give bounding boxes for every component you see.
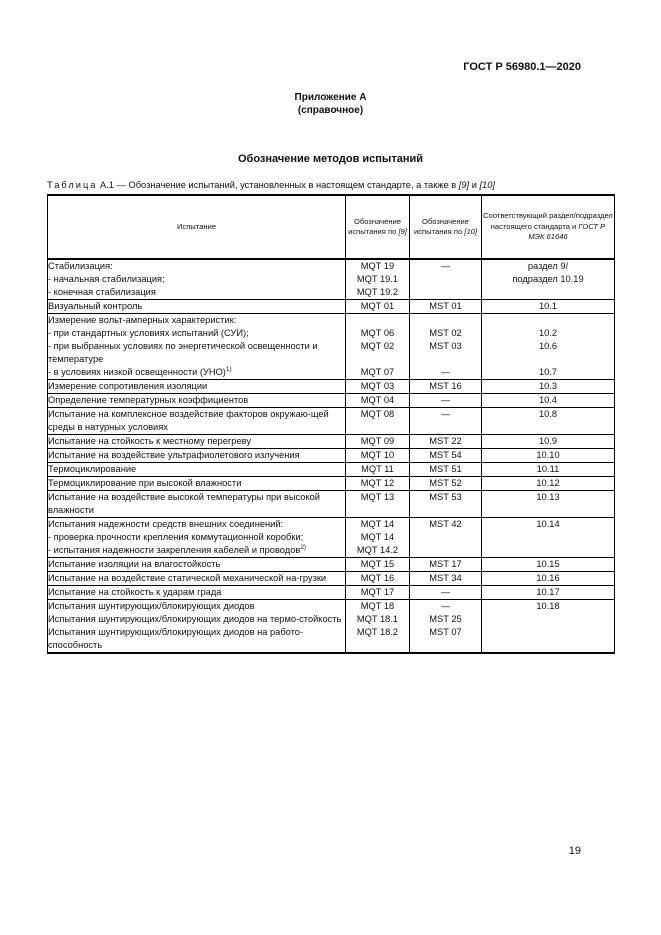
section-title: Обозначение методов испытаний xyxy=(237,153,423,165)
col-header-mqt-ref: [9] xyxy=(398,227,407,236)
section-cell xyxy=(482,380,615,394)
mqt-cell-line: MQT 14 xyxy=(360,519,395,529)
test-line xyxy=(48,366,345,379)
mst-cell-line: MST 53 xyxy=(429,492,462,502)
appendix-heading xyxy=(0,91,661,117)
test-line xyxy=(48,340,345,366)
mqt-cell xyxy=(346,394,410,408)
mst-cell-line: MST 52 xyxy=(429,478,462,488)
section-cell-line: 10.6 xyxy=(538,341,558,351)
mqt-cell xyxy=(346,314,410,380)
table-row xyxy=(48,586,615,600)
section-cell-line: 10.15 xyxy=(536,559,560,569)
mqt-cell xyxy=(346,435,410,449)
mqt-cell xyxy=(346,463,410,477)
test-name-cell xyxy=(48,300,346,314)
test-line-text: Испытания шунтирующих/блокирующих диодов на работо-способность xyxy=(48,627,304,650)
test-line xyxy=(48,491,345,517)
mqt-cell xyxy=(346,449,410,463)
mqt-cell-line: MQT 10 xyxy=(360,450,395,460)
section-cell-line xyxy=(482,314,614,327)
mqt-cell xyxy=(346,600,410,654)
test-line xyxy=(48,600,345,613)
col-header-mst xyxy=(410,195,482,259)
mst-cell-line: — xyxy=(440,601,451,611)
mqt-cell-line: MQT 08 xyxy=(360,409,395,419)
table-caption-ref2: [10] xyxy=(479,180,495,190)
section-cell xyxy=(482,600,615,654)
test-line-text: - проверка прочности крепления коммутационной коробки; xyxy=(48,532,304,542)
test-name-cell xyxy=(48,586,346,600)
mst-cell-line: — xyxy=(440,261,451,271)
mqt-cell-line: MQT 09 xyxy=(360,436,395,446)
section-cell xyxy=(482,435,615,449)
table-row xyxy=(48,408,615,435)
mst-cell xyxy=(410,314,482,380)
mqt-cell-line: MQT 14.2 xyxy=(356,545,399,555)
col-header-mqt-text: Обозначение испытания по xyxy=(348,216,401,236)
page-number: 19 xyxy=(568,845,581,857)
test-name-cell xyxy=(48,477,346,491)
test-line-text: Испытание на воздействие статической механической на-грузки xyxy=(48,573,327,583)
section-cell xyxy=(482,408,615,435)
section-cell xyxy=(482,314,615,380)
standard-designation: ГОСТ Р 56980.1—2020 xyxy=(463,61,581,73)
mqt-cell-line: MQT 02 xyxy=(360,341,395,351)
mst-cell-line: MST 34 xyxy=(429,573,462,583)
col-header-mqt xyxy=(346,195,410,259)
section-cell-line: 10.10 xyxy=(536,450,560,460)
mst-cell-line: MST 54 xyxy=(429,450,462,460)
mst-cell xyxy=(410,572,482,586)
section-cell xyxy=(482,449,615,463)
table-row xyxy=(48,435,615,449)
test-line xyxy=(48,518,345,531)
test-line xyxy=(48,626,345,652)
col-header-section-text: Соответствующий раздел/подраздел настоящего стандарта и xyxy=(483,211,613,231)
mqt-cell xyxy=(346,300,410,314)
mst-cell xyxy=(410,558,482,572)
test-line xyxy=(48,327,345,340)
mqt-cell-line: MQT 04 xyxy=(360,395,395,405)
test-line-text: - при стандартных условиях испытаний (СУИ); xyxy=(48,328,249,338)
section-cell-line: 10.18 xyxy=(536,601,560,611)
test-line-text: Испытание на воздействие высокой температуры при высокой влажности xyxy=(48,492,321,515)
mqt-cell xyxy=(346,380,410,394)
col-header-test: Испытание xyxy=(48,195,346,259)
test-line xyxy=(48,449,345,462)
test-name-cell xyxy=(48,435,346,449)
mqt-cell-line: MQT 16 xyxy=(360,573,395,583)
mqt-cell-line: MQT 18.1 xyxy=(356,614,399,624)
table-caption-ref1: [9] xyxy=(458,180,470,190)
col-header-mst-text: Обозначение испытания по xyxy=(414,216,469,236)
section-cell xyxy=(482,300,615,314)
test-line xyxy=(48,558,345,571)
test-line-text: - при выбранных условиях по энергетической освещенности и температуре xyxy=(48,341,318,364)
test-line-text: Термоциклирование xyxy=(48,464,137,474)
section-cell xyxy=(482,394,615,408)
test-line xyxy=(48,380,345,393)
table-row xyxy=(48,491,615,518)
mst-cell xyxy=(410,600,482,654)
section-cell-line: 10.12 xyxy=(536,478,560,488)
mst-cell xyxy=(410,491,482,518)
test-name-cell xyxy=(48,380,346,394)
test-line xyxy=(48,286,345,299)
section-cell-line: 10.13 xyxy=(536,492,560,502)
test-line-text: Измерение вольт-амперных характеристик: xyxy=(48,315,237,325)
test-line-text: Испытание изоляции на влагостойкость xyxy=(48,559,221,569)
test-line-text: - испытания надежности закрепления кабелей и проводов xyxy=(48,545,301,555)
test-line xyxy=(48,463,345,476)
mqt-cell xyxy=(346,572,410,586)
section-cell-line: 10.3 xyxy=(538,381,558,391)
test-name-cell xyxy=(48,394,346,408)
table-caption xyxy=(47,180,495,190)
appendix-note: (справочное) xyxy=(297,105,364,116)
col-header-section-ref: ГОСТ Р МЭК 61646 xyxy=(528,221,606,242)
test-line xyxy=(48,260,345,273)
test-line xyxy=(48,586,345,599)
test-line-text: Стабилизация: xyxy=(48,261,113,271)
mqt-cell-line: MQT 14 xyxy=(360,532,395,542)
mst-cell xyxy=(410,408,482,435)
section-cell-line: 10.11 xyxy=(536,464,560,474)
section-cell xyxy=(482,572,615,586)
mst-cell xyxy=(410,394,482,408)
mqt-cell xyxy=(346,518,410,558)
section-cell-line: 10.4 xyxy=(538,395,558,405)
mqt-cell xyxy=(346,259,410,300)
mst-cell-line: MST 17 xyxy=(429,559,462,569)
section-cell-line: 10.8 xyxy=(538,409,558,419)
footnote-marker: 1) xyxy=(225,365,232,373)
mst-cell xyxy=(410,435,482,449)
test-line xyxy=(48,477,345,490)
section-cell-line: 10.2 xyxy=(538,328,558,338)
mst-cell-line xyxy=(410,314,481,327)
table-caption-and: и xyxy=(469,180,480,190)
mqt-cell xyxy=(346,491,410,518)
section-cell-line: 10.14 xyxy=(536,519,560,529)
mqt-cell-line: MQT 19.1 xyxy=(356,274,399,284)
test-name-cell xyxy=(48,314,346,380)
test-name-cell xyxy=(48,491,346,518)
col-header-mst-ref: [10] xyxy=(464,227,477,236)
mst-cell xyxy=(410,463,482,477)
test-name-cell xyxy=(48,463,346,477)
mqt-cell xyxy=(346,408,410,435)
table-caption-text: Обозначение испытаний, установленных в настоящем стандарте, а также в xyxy=(128,180,459,190)
test-line xyxy=(48,408,345,434)
test-line-text: Определение температурных коэффициентов xyxy=(48,395,249,405)
appendix-title: Приложение А xyxy=(294,92,367,103)
table-header-row xyxy=(48,195,615,259)
table-caption-number: А.1 — xyxy=(97,180,129,190)
test-designation-table xyxy=(47,194,615,654)
test-name-cell xyxy=(48,449,346,463)
mqt-cell xyxy=(346,477,410,491)
section-cell xyxy=(482,586,615,600)
mst-cell xyxy=(410,518,482,558)
section-cell-line: 10.17 xyxy=(536,587,560,597)
section-cell xyxy=(482,491,615,518)
mqt-cell-line: MQT 18.2 xyxy=(356,627,399,637)
mqt-cell-line: MQT 19.2 xyxy=(356,287,399,297)
test-name-cell xyxy=(48,558,346,572)
section-cell-line: 10.1 xyxy=(538,301,558,311)
test-line-text: Испытания надежности средств внешних соединений: xyxy=(48,519,284,529)
test-line xyxy=(48,300,345,313)
test-line xyxy=(48,435,345,448)
table-row xyxy=(48,463,615,477)
mst-cell-line: MST 22 xyxy=(429,436,462,446)
mst-cell xyxy=(410,477,482,491)
mst-cell-line: MST 02 xyxy=(429,328,462,338)
mst-cell-line: MST 01 xyxy=(429,301,462,311)
mst-cell-line: MST 03 xyxy=(429,341,462,351)
table-row xyxy=(48,394,615,408)
mqt-cell-line: MQT 11 xyxy=(361,464,394,474)
mst-cell-line: — xyxy=(440,367,451,377)
mqt-cell-line: MQT 13 xyxy=(360,492,395,502)
table-row xyxy=(48,572,615,586)
test-line-text: - в условиях низкой освещенности (УНО) xyxy=(48,367,226,377)
test-line-text: Испытания шунтирующих/блокирующих диодов xyxy=(48,601,255,611)
table-caption-label: Таблица xyxy=(47,180,98,190)
table-row xyxy=(48,300,615,314)
test-line-text: Испытание на стойкость к ударам града xyxy=(48,587,222,597)
test-line xyxy=(48,613,345,626)
section-cell xyxy=(482,558,615,572)
mqt-cell-line: MQT 01 xyxy=(360,301,395,311)
mst-cell xyxy=(410,586,482,600)
test-line-text: Испытание на воздействие ультрафиолетового излучения xyxy=(48,450,300,460)
table-row xyxy=(48,380,615,394)
test-line-text: - начальная стабилизация; xyxy=(48,274,165,284)
test-line xyxy=(48,572,345,585)
mst-cell-line: MST 25 xyxy=(429,614,462,624)
test-line xyxy=(48,394,345,407)
mqt-cell xyxy=(346,586,410,600)
section-cell-line: подраздел 10.19 xyxy=(512,274,584,284)
test-line xyxy=(48,273,345,286)
test-line xyxy=(48,544,345,557)
test-line-text: Термоциклирование при высокой влажности xyxy=(48,478,242,488)
test-name-cell xyxy=(48,408,346,435)
table-row xyxy=(48,518,615,558)
mst-cell-line: — xyxy=(440,587,451,597)
table-row xyxy=(48,449,615,463)
section-cell-line: 10.9 xyxy=(538,436,558,446)
mqt-cell-line: MQT 15 xyxy=(360,559,395,569)
section-cell-line: 10.16 xyxy=(536,573,560,583)
footnote-marker: 2) xyxy=(300,543,307,551)
test-name-cell xyxy=(48,259,346,300)
test-name-cell xyxy=(48,518,346,558)
mst-cell xyxy=(410,449,482,463)
test-line xyxy=(48,531,345,544)
mqt-cell-line: MQT 19 xyxy=(360,261,395,271)
test-line-text: Визуальный контроль xyxy=(48,301,143,311)
table-row xyxy=(48,314,615,380)
mqt-cell-line: MQT 12 xyxy=(360,478,395,488)
mqt-cell-line: MQT 17 xyxy=(360,587,395,597)
mqt-cell-line: MQT 18 xyxy=(360,601,395,611)
table-row xyxy=(48,558,615,572)
table-row xyxy=(48,600,615,654)
test-name-cell xyxy=(48,572,346,586)
mst-cell-line: — xyxy=(440,395,451,405)
table-row xyxy=(48,259,615,300)
mst-cell-line: MST 16 xyxy=(429,381,462,391)
mqt-cell-line: MQT 07 xyxy=(360,367,395,377)
test-line-text: Испытания шунтирующих/блокирующих диодов на термо-стойкость xyxy=(48,614,342,624)
section-cell xyxy=(482,463,615,477)
test-line xyxy=(48,314,345,327)
mqt-cell-line: MQT 06 xyxy=(360,328,395,338)
mqt-cell-line xyxy=(346,314,409,327)
section-cell xyxy=(482,518,615,558)
test-name-cell xyxy=(48,600,346,654)
mst-cell-line: MST 42 xyxy=(429,519,462,529)
mst-cell xyxy=(410,259,482,300)
test-line-text: - конечная стабилизация xyxy=(48,287,156,297)
mst-cell-line: — xyxy=(440,409,451,419)
section-cell-line: раздел 9/ xyxy=(527,261,569,271)
mst-cell-line: MST 07 xyxy=(429,627,462,637)
mqt-cell-line: MQT 03 xyxy=(360,381,395,391)
col-header-section xyxy=(482,195,615,259)
test-line-text: Испытание на стойкость к местному перегреву xyxy=(48,436,251,446)
test-line-text: Испытание на комплексное воздействие факторов окружаю-щей среды в натурных условиях xyxy=(48,409,329,432)
table-row xyxy=(48,477,615,491)
mst-cell xyxy=(410,380,482,394)
mst-cell xyxy=(410,300,482,314)
section-cell xyxy=(482,259,615,300)
mst-cell-line: MST 51 xyxy=(429,464,462,474)
section-cell xyxy=(482,477,615,491)
test-line-text: Измерение сопротивления изоляции xyxy=(48,381,208,391)
mqt-cell xyxy=(346,558,410,572)
section-cell-line: 10.7 xyxy=(538,367,558,377)
